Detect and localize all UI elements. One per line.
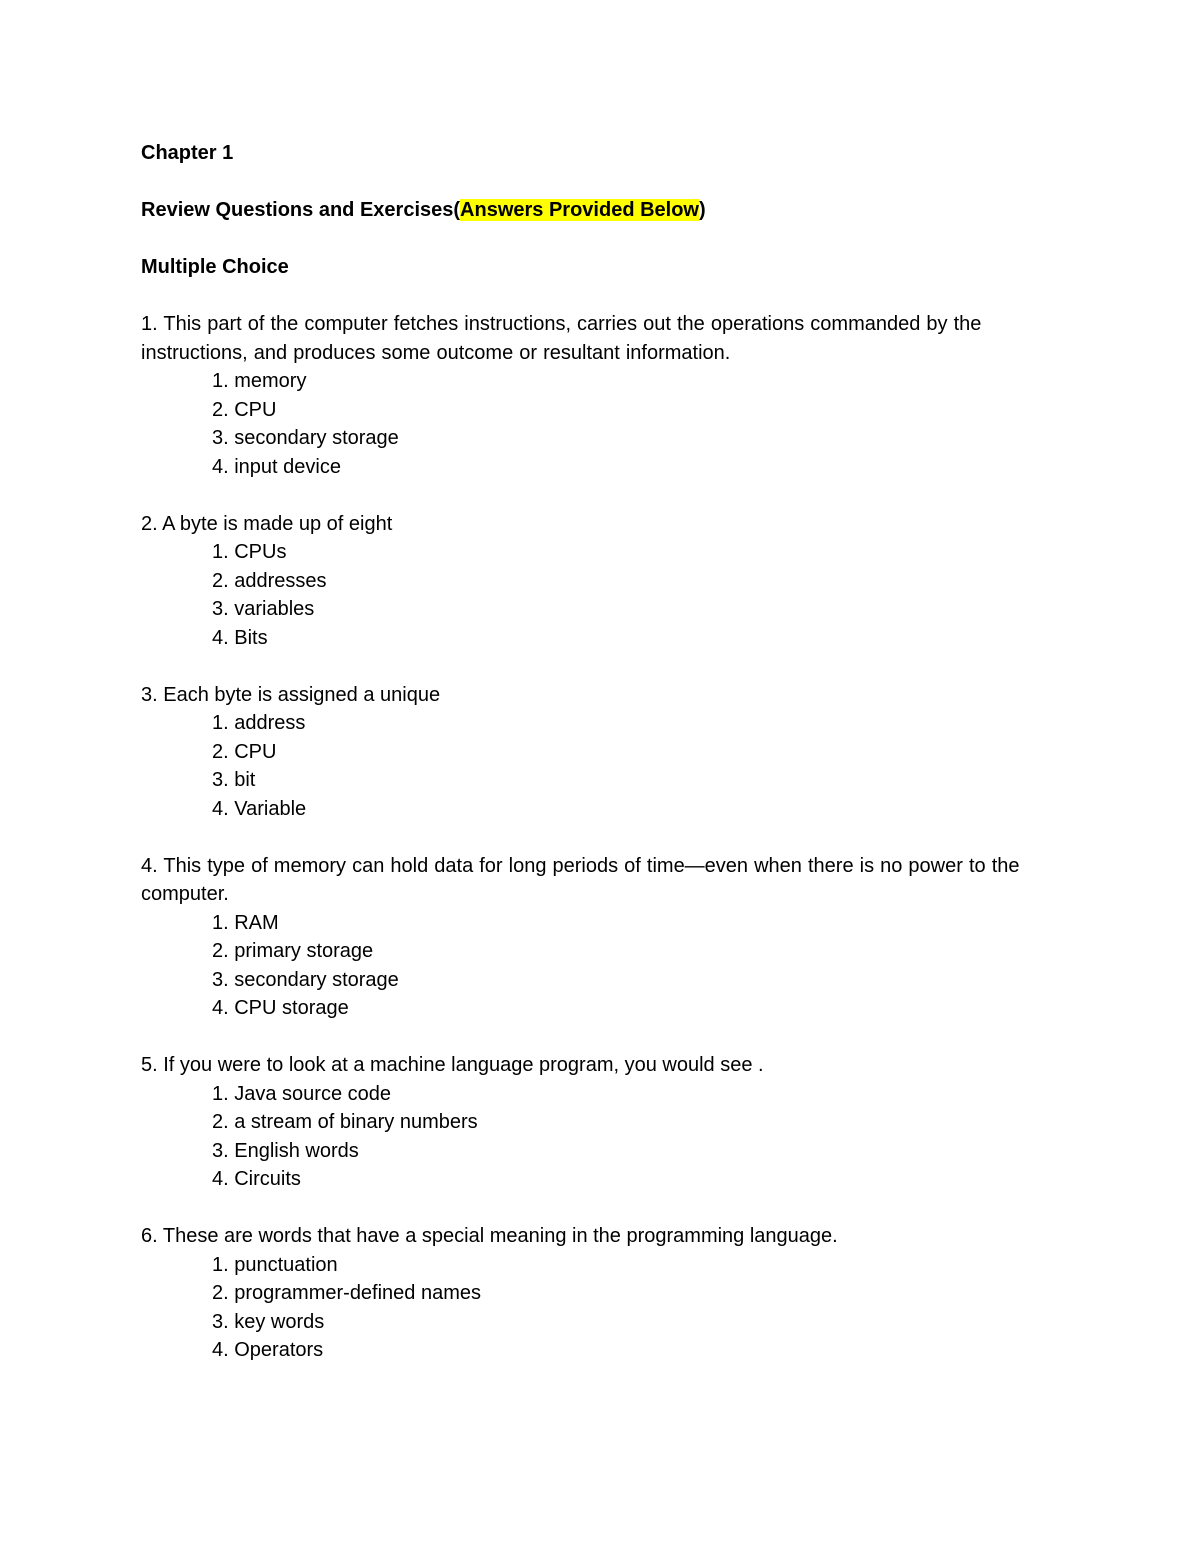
answer-option: 2. addresses [212, 569, 327, 592]
question-block [141, 681, 1061, 824]
answer-option: 3. secondary storage [212, 427, 399, 449]
question-block [141, 310, 1061, 481]
answer-option: 2. CPU [212, 740, 277, 763]
review-heading-suffix: ) [699, 199, 706, 221]
question-block [141, 1051, 1061, 1194]
spacer [141, 168, 1061, 197]
answer-option: 3. secondary storage [212, 968, 399, 991]
answers-highlight: Answers Provided Below [460, 199, 699, 221]
answer-option: 3. key words [212, 1310, 325, 1333]
spacer [141, 1194, 1061, 1223]
answer-option: 1. address [212, 712, 306, 734]
answer-option: 3. English words [212, 1139, 359, 1162]
answer-option: 2. CPU [212, 398, 277, 421]
answer-option: 4. input device [212, 455, 341, 478]
spacer [141, 652, 1061, 681]
answer-option: 4. CPU storage [212, 997, 349, 1019]
answer-option: 3. bit [212, 769, 256, 791]
spacer [141, 481, 1061, 510]
question-text: 3. Each byte is assigned a unique [141, 683, 441, 706]
question-block [141, 1222, 1061, 1365]
answer-option: 1. Java source code [212, 1082, 391, 1105]
answer-option: 4. Operators [212, 1339, 324, 1361]
answer-option: 3. variables [212, 598, 315, 620]
question-block [141, 852, 1061, 1023]
document-content [141, 139, 1061, 1365]
question-block [141, 510, 1061, 653]
answer-option: 4. Bits [212, 626, 268, 649]
spacer [141, 282, 1061, 311]
spacer [141, 823, 1061, 852]
review-heading-prefix: Review Questions and Exercises( [141, 199, 461, 221]
spacer [141, 1023, 1061, 1052]
spacer [141, 225, 1061, 254]
answer-option: 2. primary storage [212, 940, 374, 962]
chapter-title: Chapter 1 [141, 142, 234, 164]
answer-option: 1. memory [212, 370, 307, 392]
question-text: 5. If you were to look at a machine language program, you would see . [141, 1054, 764, 1076]
question-text: 1. This part of the computer fetches instructions, carries out the operations commanded by the instructions, and produces some outcome or resultant information. [141, 313, 982, 364]
question-text: 4. This type of memory can hold data for long periods of time—even when there is no power to the computer. [141, 854, 1020, 905]
question-text: 2. A byte is made up of eight [141, 512, 393, 535]
answer-option: 1. CPUs [212, 541, 287, 563]
question-text: 6. These are words that have a special meaning in the programming language. [141, 1225, 838, 1247]
answer-option: 4. Circuits [212, 1168, 301, 1190]
answer-option: 1. RAM [212, 911, 279, 934]
answer-option: 2. a stream of binary numbers [212, 1111, 478, 1133]
section-heading: Multiple Choice [141, 256, 289, 278]
answer-option: 4. Variable [212, 797, 307, 820]
answer-option: 1. punctuation [212, 1253, 338, 1276]
answer-option: 2. programmer-defined names [212, 1282, 482, 1304]
review-heading [141, 196, 1061, 225]
